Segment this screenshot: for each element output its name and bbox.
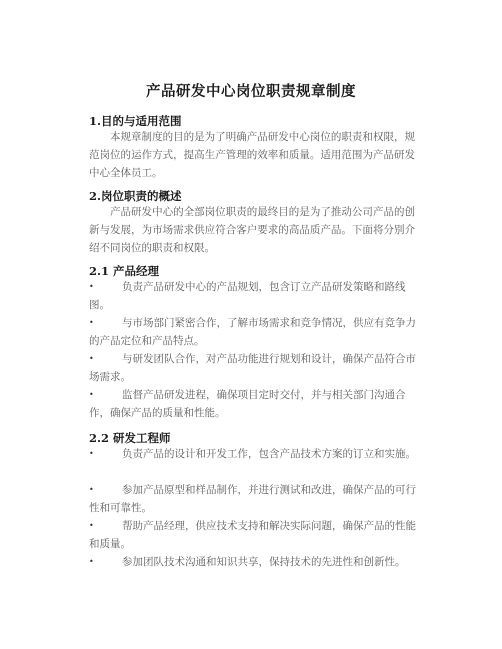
bullet-icon: •: [89, 485, 94, 494]
list-item: [89, 314, 419, 350]
list-item-text: 参加团队技术沟通和知识共享，保持技术的先进性和创新性。: [122, 556, 406, 568]
section-2-text: 产品研发中心的全部岗位职责的最终目的是为了推动公司产品的创新与发展，为市场需求供应符合客户要求的高品质产品。下面将分别介绍不同岗位的职责和权限。: [89, 206, 415, 254]
list-item-text: 负责产品研发中心的产品规划，包含订立产品研发策略和路线图。: [89, 281, 406, 311]
list-item: [89, 350, 419, 386]
list-item-text: 负责产品的设计和开发工作，包含产品技术方案的订立和实施。: [122, 448, 416, 460]
list-item: [89, 553, 419, 571]
bullet-icon: •: [89, 521, 94, 530]
section-1-text: 本规章制度的目的是为了明确产品研发中心岗位的职责和权限，规范岗位的运作方式，提高生产管理的效率和质量。适用范围为产品研发中心全体员工。: [89, 131, 415, 179]
bullet-icon: •: [89, 449, 94, 458]
list-item-text: 监督产品研发进程，确保项目定时交付，并与相关部门沟通合作，确保产品的质量和性能。: [89, 389, 406, 419]
section-2-heading: 2.岗位职责的概述: [89, 189, 182, 203]
section-2-2-heading: 2.2 研发工程师: [89, 431, 171, 445]
bullet-icon: •: [89, 557, 94, 566]
list-item: [89, 481, 419, 517]
section-1-heading: 1.目的与适用范围: [89, 114, 182, 128]
list-item-text: 与市场部门紧密合作，了解市场需求和竞争情况，供应有竞争力的产品定位和产品特点。: [89, 317, 416, 347]
bullet-icon: •: [89, 390, 94, 399]
list-item: [89, 278, 419, 314]
page-title: 产品研发中心岗位职责规章制度: [146, 83, 356, 100]
list-item: [89, 445, 419, 463]
list-item: [89, 386, 419, 422]
bullet-icon: •: [89, 354, 94, 363]
bullet-icon: •: [89, 318, 94, 327]
section-2-1-heading: 2.1 产品经理: [89, 264, 160, 278]
bullet-icon: •: [89, 282, 94, 291]
list-item-text: 参加产品原型和样品制作，并进行测试和改进，确保产品的可行性和可靠性。: [89, 484, 416, 514]
list-item-text: 帮助产品经理，供应技术支持和解决实际问题，确保产品的性能和质量。: [89, 520, 416, 550]
list-item-text: 与研发团队合作，对产品功能进行规划和设计，确保产品符合市场需求。: [89, 353, 416, 383]
list-item: [89, 517, 419, 553]
